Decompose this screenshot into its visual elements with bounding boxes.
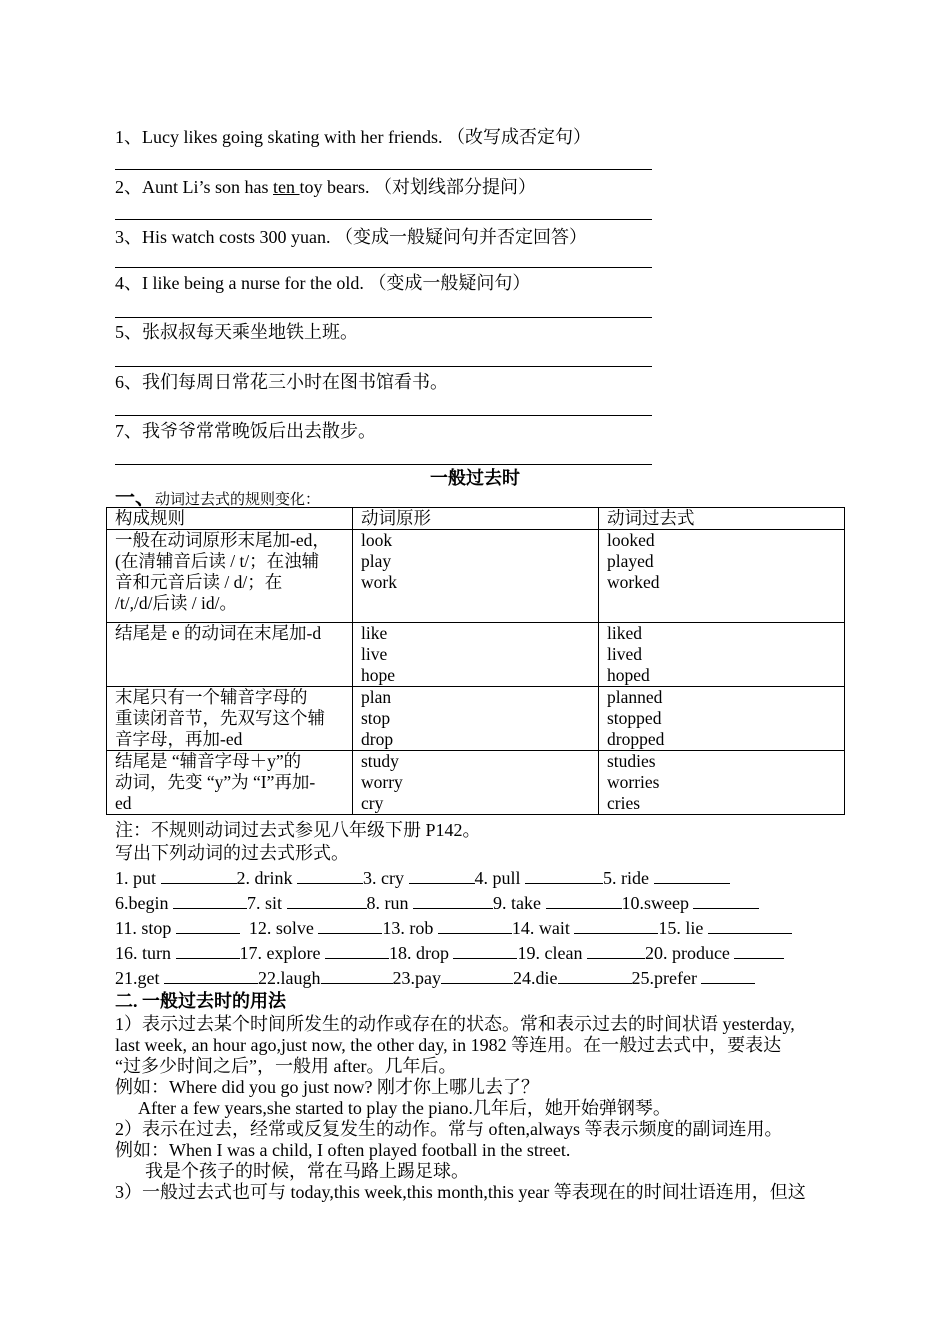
- verb-blank[interactable]: [441, 967, 513, 984]
- verb-blank[interactable]: [438, 917, 512, 934]
- exercise-4: 4、I like being a nurse for the old. （变成一般疑问句）: [115, 273, 531, 293]
- usage-line: 3）一般过去式也可与 today,this week,this month,this year 等表现在的时间壮语连用，但这: [115, 1182, 806, 1202]
- answer-line-3[interactable]: [115, 267, 652, 268]
- section-2-title: 二. 一般过去时的用法: [115, 991, 286, 1011]
- instruction: 写出下列动词的过去式形式。: [115, 843, 349, 863]
- header-rule: 构成规则: [107, 508, 353, 530]
- section-title: 一般过去时: [430, 468, 520, 488]
- verb-blank[interactable]: [176, 942, 240, 959]
- verb-blank[interactable]: [701, 967, 755, 984]
- verb-blank[interactable]: [546, 892, 622, 909]
- usage-line: After a few years,she started to play the piano.几年后，她开始弹钢琴。: [138, 1098, 671, 1118]
- verb-blank[interactable]: [587, 942, 645, 959]
- verb-blank[interactable]: [176, 917, 240, 934]
- underlined-word: ten: [273, 177, 300, 197]
- verb-blank[interactable]: [325, 942, 389, 959]
- table-row: 结尾是 e 的动词在末尾加-d like live hope liked lived hoped: [107, 623, 845, 687]
- verb-blank[interactable]: [297, 867, 363, 884]
- table-row: 结尾是 “辅音字母＋y”的 动词，先变 “y”为 “I”再加- ed study worry cry studies worries cries: [107, 751, 845, 815]
- verb-row-5: 21.get 22.laugh 23.pay 24.die 25.prefer: [115, 967, 755, 989]
- usage-line: 2）表示在过去，经常或反复发生的动作。常与 often,always 等表示频度的副词连用。: [115, 1119, 783, 1139]
- verb-blank[interactable]: [525, 867, 603, 884]
- verb-blank[interactable]: [409, 867, 475, 884]
- header-base: 动词原形: [353, 508, 599, 530]
- usage-line: 例如：When I was a child, I often played football in the street.: [115, 1140, 571, 1160]
- verb-blank[interactable]: [654, 867, 730, 884]
- section-1-heading: 一、动词过去式的规则变化：: [115, 487, 321, 509]
- exercise-1: 1、Lucy likes going skating with her friends. （改写成否定句）: [115, 127, 591, 147]
- answer-line-5[interactable]: [115, 366, 652, 367]
- verb-blank[interactable]: [161, 867, 237, 884]
- verb-blank[interactable]: [453, 942, 517, 959]
- verb-blank[interactable]: [287, 892, 367, 909]
- exercise-7: 7、我爷爷常常晚饭后出去散步。: [115, 421, 376, 441]
- answer-line-1[interactable]: [115, 169, 652, 170]
- verb-blank[interactable]: [321, 967, 393, 984]
- verb-blank[interactable]: [574, 917, 658, 934]
- answer-line-4[interactable]: [115, 317, 652, 318]
- verb-blank[interactable]: [734, 942, 784, 959]
- usage-line: 1）表示过去某个时间所发生的动作或存在的状态。常和表示过去的时间状语 yesterday,: [115, 1014, 795, 1034]
- verb-row-1: 1. put 2. drink 3. cry 4. pull 5. ride: [115, 867, 730, 889]
- verb-blank[interactable]: [708, 917, 792, 934]
- verb-row-3: 11. stop 12. solve 13. rob 14. wait 15. lie: [115, 917, 792, 939]
- exercise-2: 2、Aunt Li’s son has ten toy bears. （对划线部分提问）: [115, 177, 536, 197]
- usage-line: last week, an hour ago,just now, the other day, in 1982 等连用。在一般过去式中，要表达: [115, 1035, 782, 1055]
- answer-line-7[interactable]: [115, 464, 652, 465]
- verb-blank[interactable]: [164, 967, 258, 984]
- table-header-row: [107, 508, 845, 530]
- answer-line-2[interactable]: [115, 219, 652, 220]
- usage-line: 我是个孩子的时候，常在马路上踢足球。: [145, 1161, 469, 1181]
- verb-row-4: 16. turn 17. explore 18. drop 19. clean 20. produce: [115, 942, 784, 964]
- exercise-3: 3、His watch costs 300 yuan. （变成一般疑问句并否定回答）: [115, 227, 587, 247]
- verb-blank[interactable]: [413, 892, 493, 909]
- note-line: 注：不规则动词过去式参见八年级下册 P142。: [115, 820, 481, 840]
- rules-table: [106, 507, 845, 815]
- verb-blank[interactable]: [558, 967, 632, 984]
- answer-line-6[interactable]: [115, 415, 652, 416]
- usage-line: 例如：Where did you go just now? 刚才你上哪儿去了？: [115, 1077, 539, 1097]
- verb-row-2: 6.begin 7. sit 8. run 9. take 10.sweep: [115, 892, 759, 914]
- exercise-6: 6、我们每周日常花三小时在图书馆看书。: [115, 372, 448, 392]
- verb-blank[interactable]: [173, 892, 247, 909]
- verb-blank[interactable]: [693, 892, 759, 909]
- usage-line: “过多少时间之后”，一般用 after。几年后。: [115, 1056, 457, 1076]
- table-row: 一般在动词原形末尾加-ed， (在清辅音后读 / t/；在浊辅 音和元音后读 / d/；在 /t/,/d/后读 / id/。 look play work looked played worked: [107, 530, 845, 623]
- table-row: 末尾只有一个辅音字母的 重读闭音节，先双写这个辅 音字母，再加-ed plan stop drop planned stopped dropped: [107, 687, 845, 751]
- header-past: 动词过去式: [599, 508, 845, 530]
- exercise-5: 5、张叔叔每天乘坐地铁上班。: [115, 322, 358, 342]
- verb-blank[interactable]: [318, 917, 382, 934]
